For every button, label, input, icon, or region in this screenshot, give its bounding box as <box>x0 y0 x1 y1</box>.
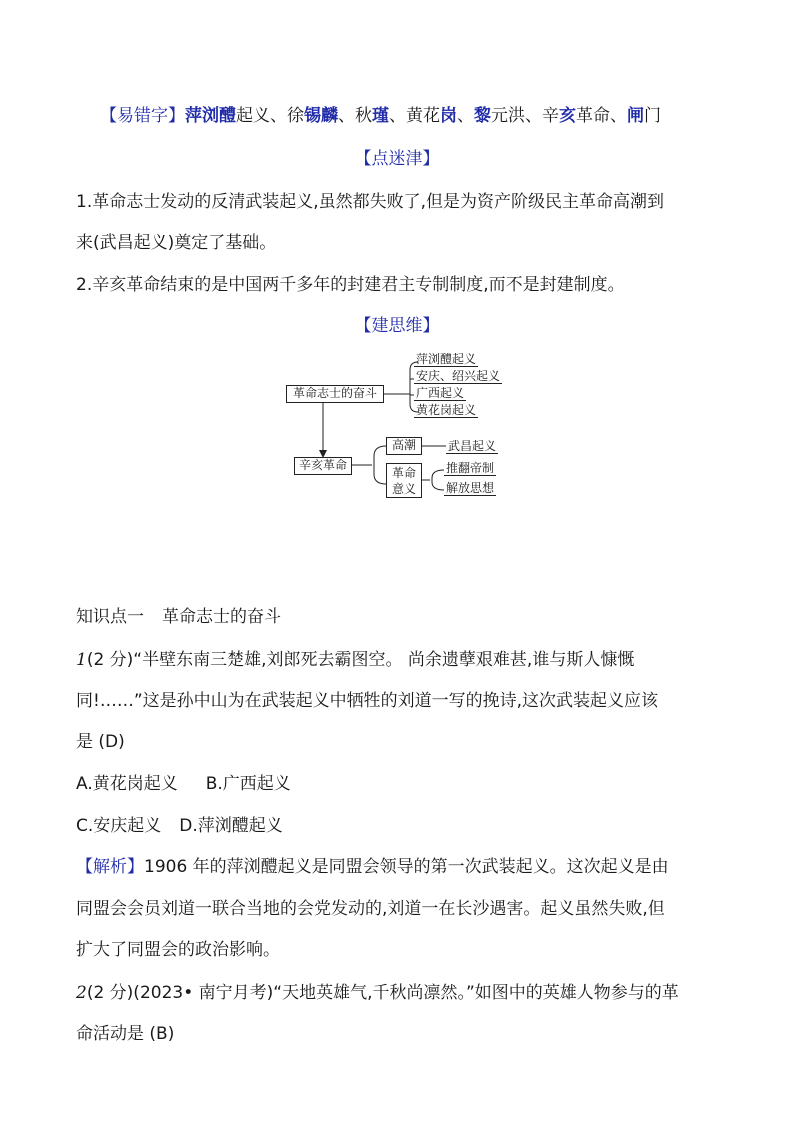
error-prone-char: 锡麟 <box>304 106 338 126</box>
q1-number: 1 <box>76 650 87 670</box>
q1-option-d: D.萍浏醴起义 <box>179 816 283 836</box>
tip-1-line-1: 1.革命志士发动的反清武装起义,虽然都失败了,但是为资产阶级民主革命高潮到 <box>76 192 665 212</box>
error-prone-text: 起义、徐 <box>236 106 304 126</box>
q2-line-2: 命活动是 (B) <box>76 1024 175 1044</box>
q2-text-1: (2 分)(2023• 南宁月考)“天地英雄气,千秋尚凛然。”如图中的英雄人物参与的革 <box>86 983 679 1003</box>
q1-option-b: B.广西起义 <box>205 774 291 794</box>
q1-line-2: 同!……”这是孙中山为在武装起义中牺牲的刘道一写的挽诗,这次武装起义应该 <box>76 691 659 711</box>
mindmap-significance-line-2: 意义 <box>391 482 416 496</box>
error-prone-text: 、秋 <box>338 106 372 126</box>
error-prone-text: 门 <box>644 106 661 126</box>
q1-analysis-label: 【解析】 <box>76 857 144 877</box>
knowledge-point-heading <box>76 605 281 629</box>
mindmap-root-child-2: 安庆、绍兴起义 <box>416 369 501 383</box>
q1-text-1: (2 分)“半壁东南三楚雄,刘郎死去霸图空。 尚余遗孽艰难甚,谁与斯人慷慨 <box>86 650 635 670</box>
mindmap-significance-child-2: 解放思想 <box>446 481 495 495</box>
mindmap-root-child-4: 黄花岗起义 <box>416 403 477 417</box>
mindmap-root-child-3: 广西起义 <box>416 386 465 400</box>
mindmap-root-child-1: 萍浏醴起义 <box>416 352 477 366</box>
mindmap-significance-box <box>386 463 422 498</box>
error-prone-text: 、黄花 <box>389 106 440 126</box>
q1-line-3: 是 (D) <box>76 732 125 752</box>
q1-analysis-line-3: 扩大了同盟会的政治影响。 <box>76 940 280 960</box>
tips-heading: 【点迷津】 <box>354 149 440 169</box>
q1-analysis-line-1 <box>76 855 669 879</box>
knowledge-point-label: 知识点一 <box>76 607 144 627</box>
q1-analysis-line-2: 同盟会会员刘道一联合当地的会党发动的,刘道一在长沙遇害。起义虽然失败,但 <box>76 899 665 919</box>
mindmap-climax-child: 武昌起义 <box>448 439 497 453</box>
error-prone-char: 亥 <box>559 106 576 126</box>
knowledge-point-title: 革命志士的奋斗 <box>162 607 281 627</box>
q1-analysis-text-1: 1906 年的萍浏醴起义是同盟会领导的第一次武装起义。这次起义是由 <box>144 857 669 877</box>
error-prone-char: 黎 <box>474 106 491 126</box>
mindmap-climax-box: 高潮 <box>386 437 422 455</box>
mindmap-significance-child-1: 推翻帝制 <box>446 461 495 475</box>
q1-options-row-1 <box>76 772 291 796</box>
q2-line-1 <box>76 981 679 1005</box>
q1-option-a: A.黄花岗起义 <box>76 774 178 794</box>
tip-2: 2.辛亥革命结束的是中国两千多年的封建君主专制制度,而不是封建制度。 <box>76 275 625 295</box>
q1-option-c: C.安庆起义 <box>76 816 162 836</box>
mindmap-second-box: 辛亥革命 <box>294 457 352 475</box>
error-prone-label: 【易错字】 <box>100 106 185 126</box>
error-prone-text: 元洪、辛 <box>491 106 559 126</box>
tip-1-line-2: 来(武昌起义)奠定了基础。 <box>76 233 277 253</box>
error-prone-char: 岗 <box>440 106 457 126</box>
error-prone-char: 瑾 <box>372 106 389 126</box>
mindmap-heading: 【建思维】 <box>354 316 440 336</box>
error-prone-char: 闸 <box>627 106 644 126</box>
mindmap-significance-line-1: 革命 <box>391 466 416 480</box>
mindmap-root-box: 革命志士的奋斗 <box>286 385 384 403</box>
error-prone-text: 革命、 <box>576 106 627 126</box>
q1-options-row-2 <box>76 814 283 838</box>
q1-line-1 <box>76 648 634 672</box>
q2-number: 2 <box>76 983 87 1003</box>
error-prone-text: 、 <box>457 106 474 126</box>
error-prone-char: 萍浏醴 <box>185 106 236 126</box>
